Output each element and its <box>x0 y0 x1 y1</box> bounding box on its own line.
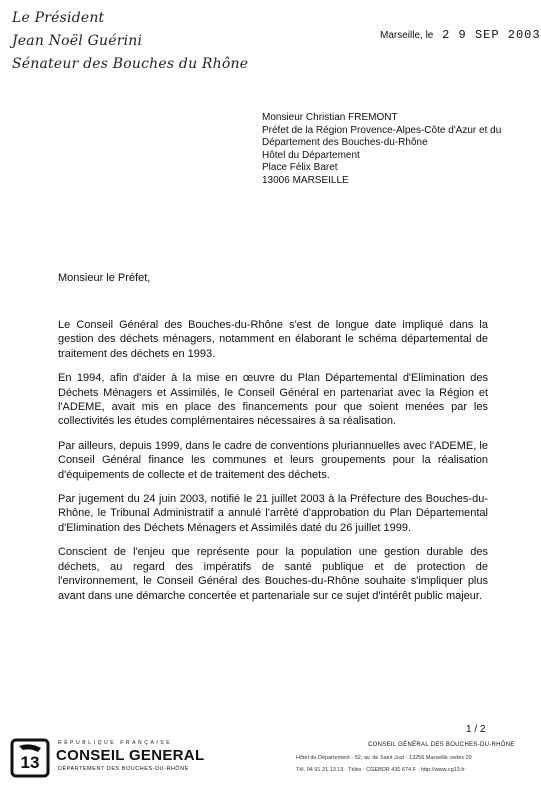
recipient-line: Préfet de la Région Provence-Alpes-Côte d'Azur et du <box>262 124 502 136</box>
recipient-line: 13006 MARSEILLE <box>262 174 349 186</box>
recipient-line: Monsieur Christian FREMONT <box>262 112 398 123</box>
letterhead-role: Sénateur des Bouches du Rhône <box>12 56 249 72</box>
recipient-line: Hôtel du Département <box>262 149 360 161</box>
date-line <box>380 28 541 42</box>
conseil-general-logo-icon <box>10 738 50 778</box>
org-name: CONSEIL GENERAL <box>56 747 205 764</box>
republic-label: RÉPUBLIQUE FRANÇAISE <box>58 740 173 746</box>
recipient-address <box>262 112 512 188</box>
page-number: 1 / 2 <box>466 724 486 735</box>
letter-body <box>58 318 488 613</box>
paragraph: Par ailleurs, depuis 1999, dans le cadre de conventions pluriannuelles avec l'ADEME, le Conseil Général finance les communes et leurs groupements pour la réalisation d'équipements de collecte et de traitement des déchets. <box>58 439 488 481</box>
letterhead-title: Le Président <box>12 10 105 26</box>
footer-contact: Tél. 04 91 21 13 13 · Télex : CGEBDR 430 674 F · http://www.cg13.fr <box>296 767 465 773</box>
letterhead-name: Jean Noël Guérini <box>12 33 143 49</box>
footer-org-title: CONSEIL GÉNÉRAL DES BOUCHES-DU-RHÔNE <box>368 742 515 748</box>
paragraph: Conscient de l'enjeu que représente pour la population une gestion durable des déchets, au regard des impératifs de santé publique et de protection de l'environnement, le Conseil Général des Bouches-du-Rhône souhaite s'impliquer plus avant dans une démarche concertée et partenariale sur ce sujet d'intérêt public majeur. <box>58 546 488 602</box>
date-stamp: 2 9 SEP 2003 <box>442 28 541 42</box>
paragraph: En 1994, afin d'aider à la mise en œuvre du Plan Départemental d'Elimination des Déchets Ménagers et Assimilés, le Conseil Général en partenariat avec la Région et l'ADEME, avait mis en place des financements pour que soient menées par les collectivités les études complémentaires nécessaires à sa réalisation. <box>58 372 488 428</box>
recipient-line: Place Félix Baret <box>262 162 338 174</box>
paragraph: Par jugement du 24 juin 2003, notifié le 21 juillet 2003 à la Préfecture des Bouches-du-Rhône, le Tribunal Administratif a annulé l'arrêté d'approbation du Plan Départemental d'Elimination des Déchets Ménagers et Assimilés daté du 26 juillet 1999. <box>58 493 488 534</box>
date-place: Marseille, le <box>380 30 434 41</box>
recipient-line: Département des Bouches-du-Rhône <box>262 137 428 149</box>
footer-address: Hôtel du Département · 52, av. de Saint Just · 13256 Marseille cedex 20 <box>296 755 472 761</box>
department-label: DÉPARTEMENT DES BOUCHES-DU-RHÔNE <box>58 766 189 772</box>
salutation: Monsieur le Préfet, <box>58 272 151 284</box>
paragraph: Le Conseil Général des Bouches-du-Rhône s'est de longue date impliqué dans la gestion des déchets ménagers, notamment en élaborant le schéma départemental de traitement des déchets en 1993. <box>58 319 488 360</box>
logo-number: 13 <box>20 753 40 772</box>
